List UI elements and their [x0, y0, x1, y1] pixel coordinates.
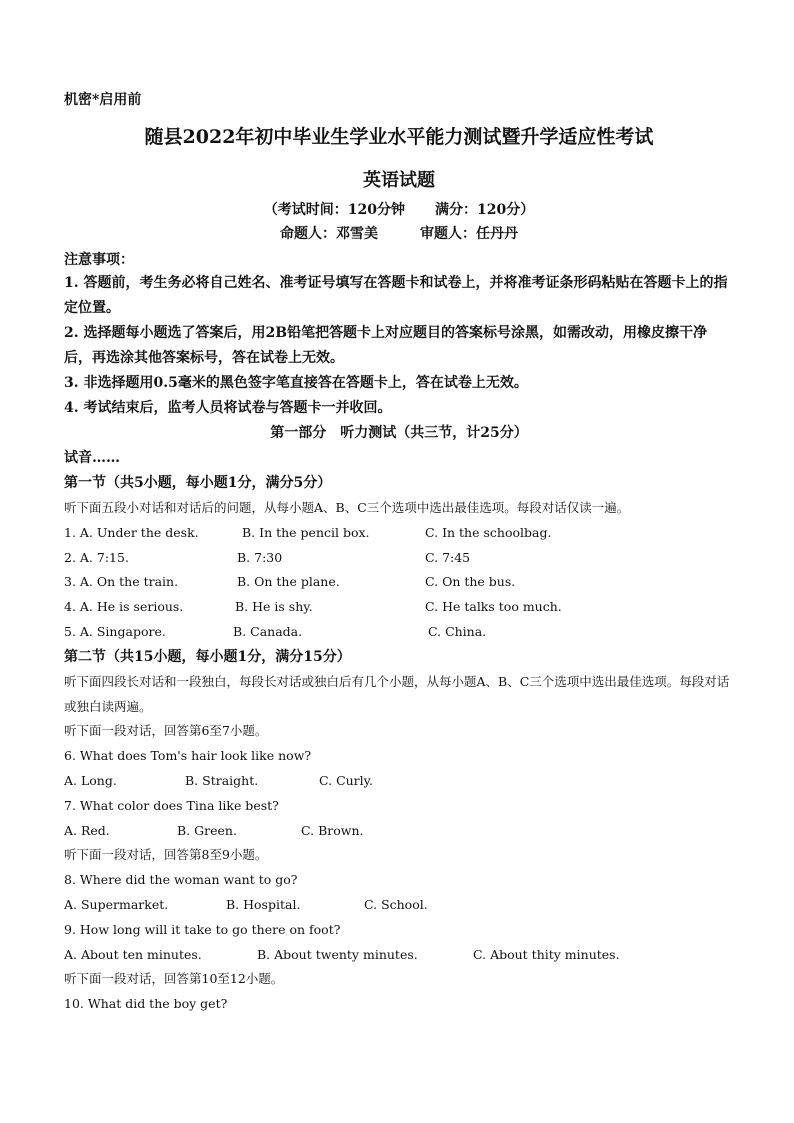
- option-a: 4. A. He is serious.: [64, 599, 184, 615]
- part1-title: 第一部分 听力测试（共三节，计25分）: [270, 425, 528, 441]
- option-b: B. Straight.: [185, 772, 259, 788]
- question-6-stem: 6. What does Tom's hair look like now?: [64, 748, 312, 764]
- notice-item-1: 1. 答题前，考生务必将自己姓名、准考证号填写在答题卡和试卷上，并将准考证条形码粘贴在答题卡上的指定位置。: [64, 275, 728, 316]
- option-c: C. On the bus.: [425, 574, 516, 590]
- notice-item-2: 2. 选择题每小题选了答案后，用2B铅笔把答题卡上对应题目的答案标号涂黑，如需改动，用橡皮擦干净后，再选涂其他答案标号，答在试卷上无效。: [64, 325, 708, 366]
- question-4: [64, 595, 734, 620]
- section1-title: 第一节（共5小题，每小题1分，满分5分）: [64, 475, 332, 491]
- option-a: 5. A. Singapore.: [64, 623, 166, 639]
- option-a: A. Long.: [64, 772, 117, 788]
- confidential-label: 机密*启用前: [64, 92, 142, 108]
- question-8-stem: 8. Where did the woman want to go?: [64, 872, 298, 888]
- option-a: A. Red.: [64, 822, 110, 838]
- exam-page: [64, 84, 734, 1017]
- option-b: B. Green.: [177, 822, 237, 838]
- option-b: B. About twenty minutes.: [257, 946, 418, 962]
- option-b: B. 7:30: [237, 549, 283, 565]
- question-7-stem: 7. What color does Tina like best?: [64, 797, 279, 813]
- option-a: 2. A. 7:15.: [64, 549, 129, 565]
- audio-test: 试音……: [64, 450, 120, 466]
- exam-title: 随县2022年初中毕业生学业水平能力测试暨升学适应性考试: [144, 126, 654, 148]
- option-a: 3. A. On the train.: [64, 574, 179, 590]
- option-a: A. About ten minutes.: [64, 946, 202, 962]
- option-b: B. Canada.: [233, 623, 303, 639]
- notice-heading: 注意事项：: [64, 252, 134, 268]
- option-c: C. About thity minutes.: [473, 946, 620, 962]
- option-c: C. In the schoolbag.: [425, 524, 552, 540]
- question-2: [64, 546, 734, 571]
- option-c: C. He talks too much.: [425, 599, 562, 615]
- question-9-options: [64, 943, 734, 968]
- exam-time: （考试时间：120分钟: [263, 202, 405, 218]
- question-10-stem: 10. What did the boy get?: [64, 996, 228, 1012]
- notice-item-4: 4. 考试结束后，监考人员将试卷与答题卡一并收回。: [64, 400, 392, 416]
- option-b: B. Hospital.: [226, 896, 301, 912]
- exam-score: 满分：120分）: [435, 202, 535, 218]
- question-7-options: [64, 819, 734, 844]
- question-8-options: [64, 893, 734, 918]
- question-6-options: [64, 769, 734, 794]
- group1-intro: 听下面一段对话，回答第6至7小题。: [64, 723, 268, 739]
- option-b: B. He is shy.: [235, 599, 313, 615]
- section2-instruction: 听下面四段长对话和一段独白，每段长对话或独白后有几个小题，从每小题A、B、C三个选项中选出最佳选项。每段对话或独白读两遍。: [64, 673, 730, 714]
- option-c: C. 7:45: [425, 549, 471, 565]
- exam-reviewer: 审题人：任丹丹: [420, 226, 518, 242]
- question-5: [64, 620, 734, 645]
- question-3: [64, 570, 734, 595]
- question-1: [64, 521, 734, 546]
- option-a: A. Supermarket.: [64, 896, 169, 912]
- section2-title: 第二节（共15小题，每小题1分，满分15分）: [64, 648, 351, 665]
- option-b: B. In the pencil box.: [242, 524, 370, 540]
- exam-info: [64, 198, 734, 222]
- exam-setter: 命题人：邓雪美: [280, 226, 378, 242]
- group3-intro: 听下面一段对话，回答第10至12小题。: [64, 971, 284, 987]
- option-c: C. China.: [428, 623, 487, 639]
- option-a: 1. A. Under the desk.: [64, 524, 199, 540]
- group2-intro: 听下面一段对话，回答第8至9小题。: [64, 847, 268, 863]
- option-c: C. Curly.: [319, 772, 374, 788]
- notice-item-3: 3. 非选择题用0.5毫米的黑色签字笔直接答在答题卡上，答在试卷上无效。: [64, 375, 528, 391]
- section1-instruction: 听下面五段小对话和对话后的问题，从每小题A、B、C三个选项中选出最佳选项。每段对话仅读一遍。: [64, 500, 630, 515]
- option-c: C. School.: [364, 896, 428, 912]
- option-b: B. On the plane.: [237, 574, 340, 590]
- option-c: C. Brown.: [301, 822, 364, 838]
- exam-authors: [64, 222, 734, 246]
- exam-subtitle: 英语试题: [363, 170, 435, 191]
- question-9-stem: 9. How long will it take to go there on foot?: [64, 921, 341, 937]
